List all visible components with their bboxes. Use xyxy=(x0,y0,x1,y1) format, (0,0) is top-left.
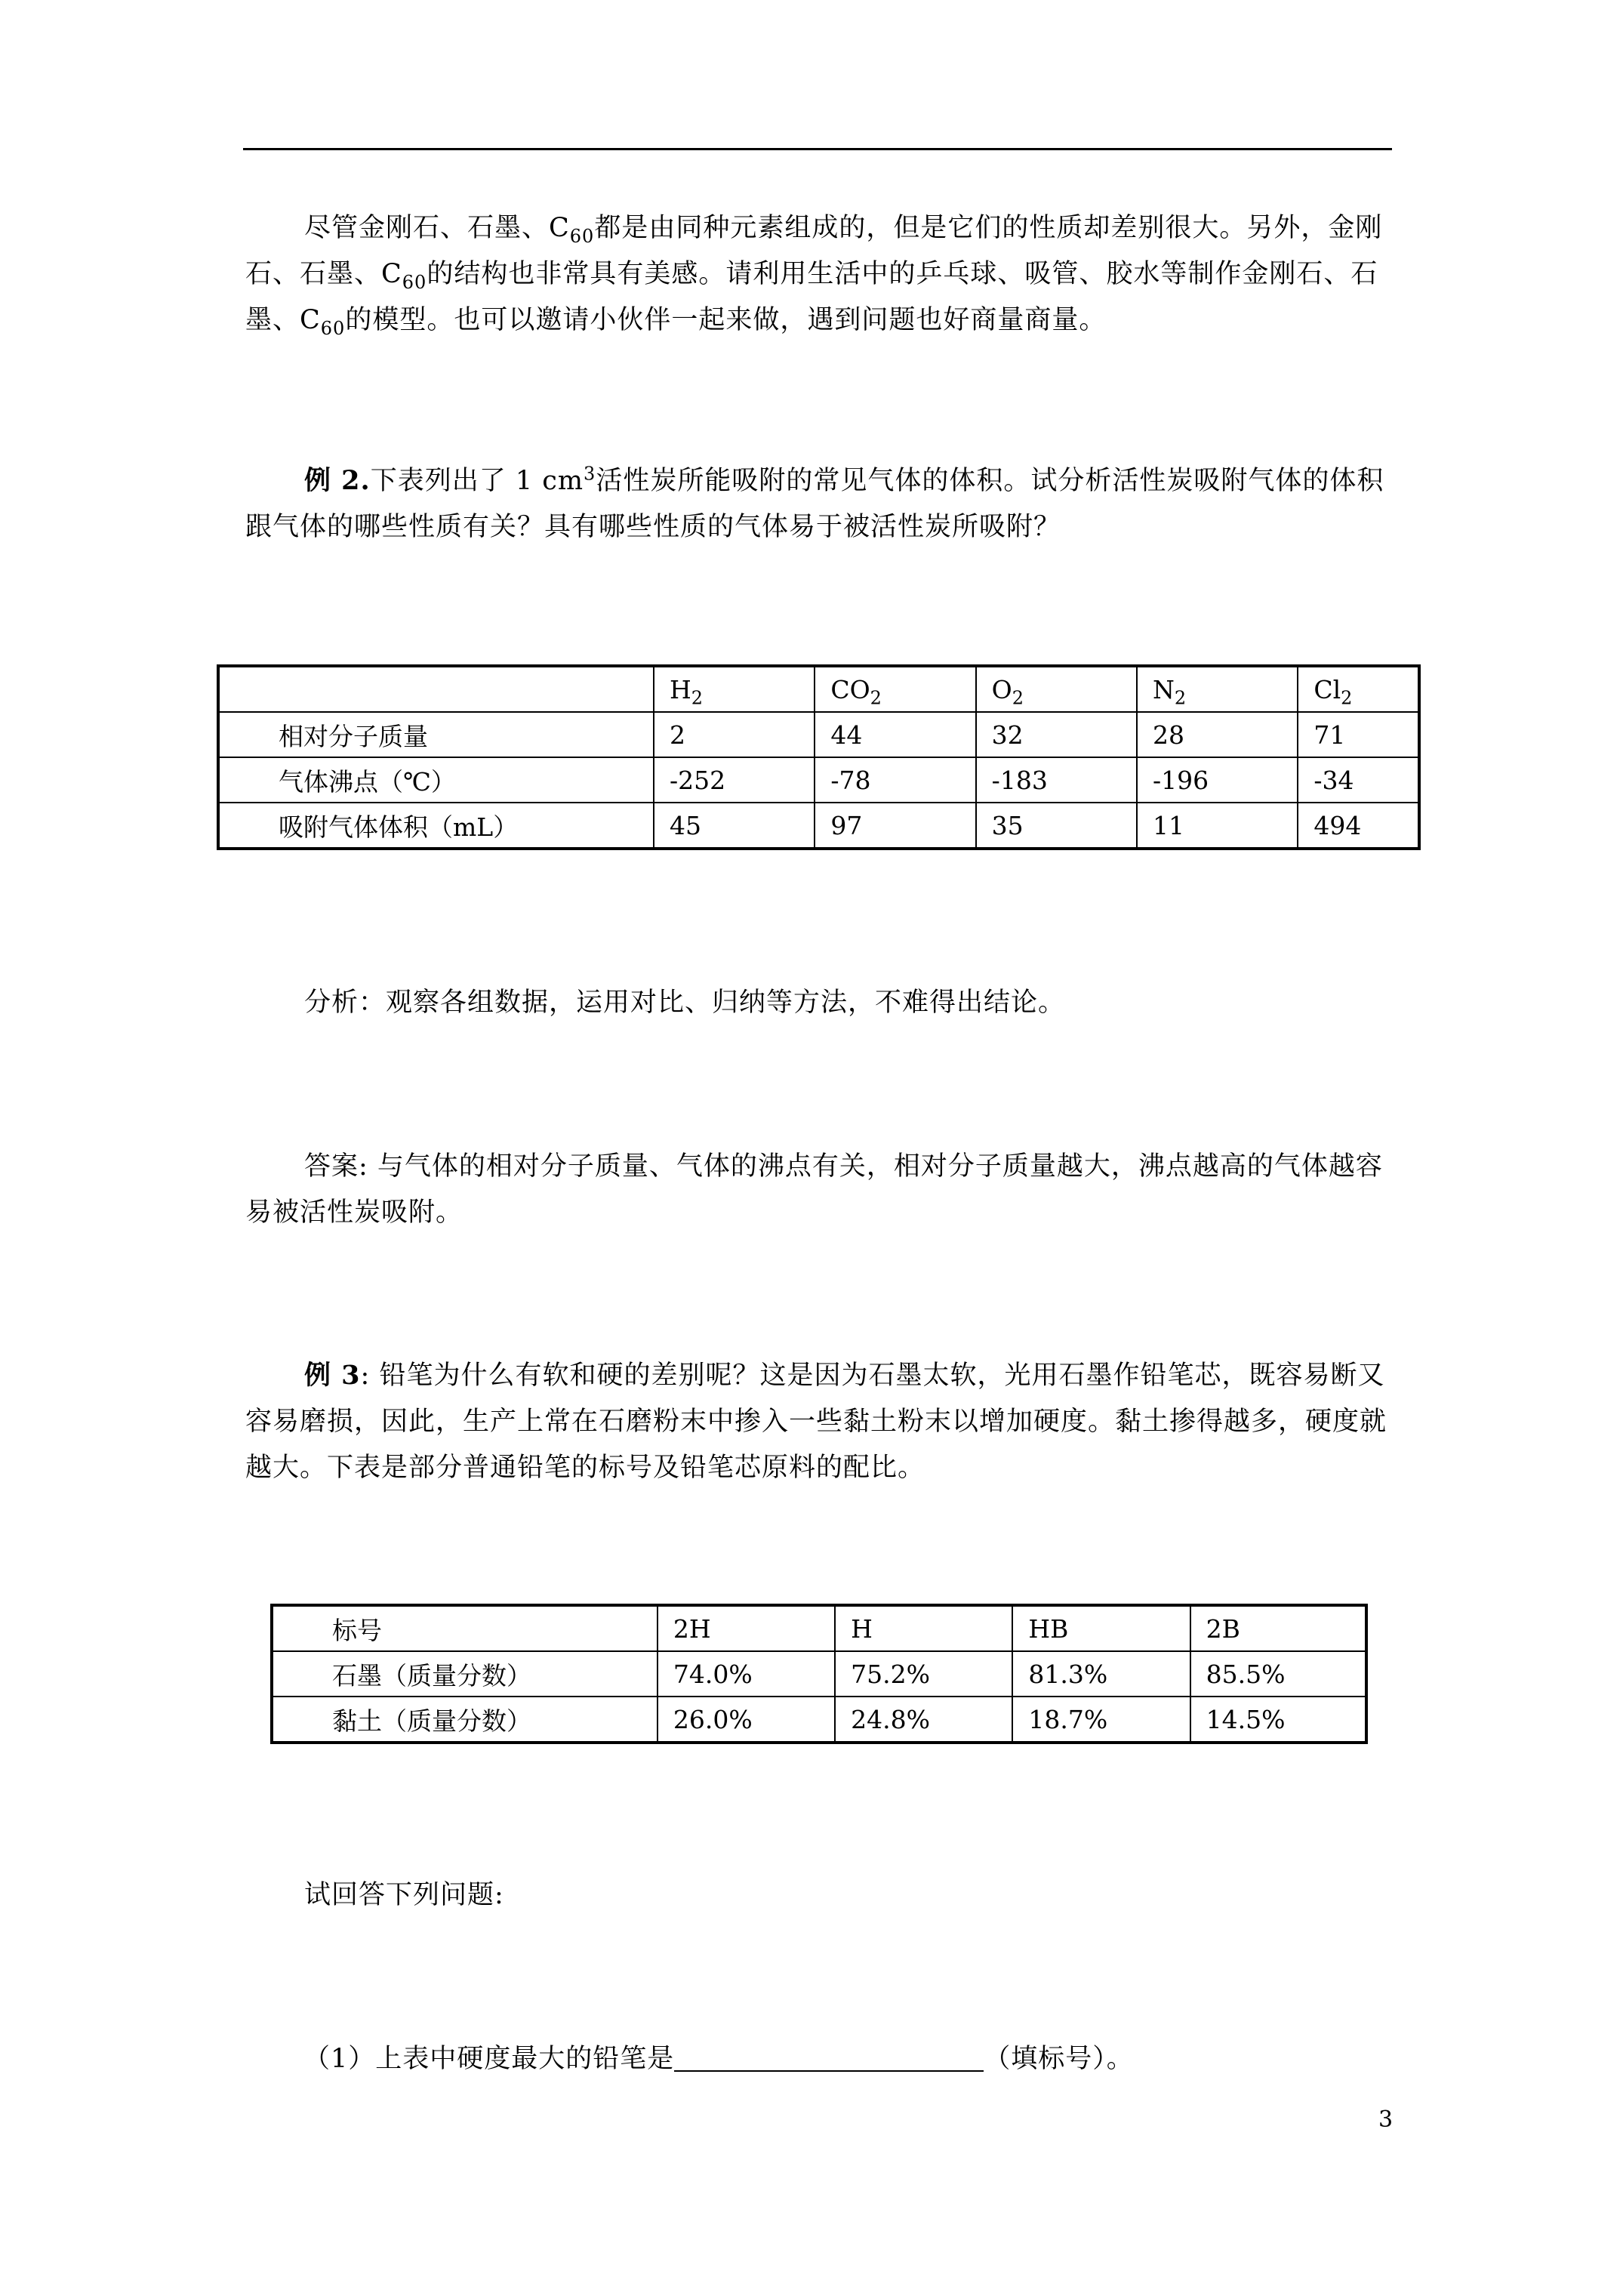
table-cell: 28 xyxy=(1137,712,1298,757)
table-cell: -78 xyxy=(815,757,975,803)
intro-text: 的模型。也可以邀请小伙伴一起来做，遇到问题也好商量商量。 xyxy=(345,305,1107,335)
example2-paragraph xyxy=(245,458,1397,550)
row-label: 标号 xyxy=(272,1605,658,1651)
row-label: 吸附气体体积（mL） xyxy=(218,803,654,849)
example3-label: 例 3 xyxy=(304,1360,361,1391)
table-cell: 75.2% xyxy=(835,1651,1012,1697)
table-cell: 2 xyxy=(654,712,815,757)
table-header-cell: H xyxy=(835,1605,1012,1651)
row-label: 石墨（质量分数） xyxy=(272,1651,658,1697)
table-cell: 81.3% xyxy=(1012,1651,1190,1697)
table-cell: -34 xyxy=(1298,757,1419,803)
table-header-cell: $H_2$ xyxy=(654,666,815,712)
intro-paragraph xyxy=(245,205,1397,344)
table-header-cell: $CO_2$ xyxy=(815,666,975,712)
row-label: 相对分子质量 xyxy=(218,712,654,757)
example2-label: 例 2. xyxy=(304,465,371,496)
table-cell: 32 xyxy=(976,712,1137,757)
row-label: 气体沸点（℃） xyxy=(218,757,654,803)
answer-blank[interactable] xyxy=(674,2040,984,2072)
question-1-text: （1）上表中硬度最大的铅笔是 xyxy=(303,2044,675,2074)
table-cell: 14.5% xyxy=(1190,1697,1366,1743)
table-cell: 74.0% xyxy=(658,1651,835,1697)
table-cell: 26.0% xyxy=(658,1697,835,1743)
table-cell: -252 xyxy=(654,757,815,803)
table-row xyxy=(272,1651,1366,1697)
subscript: 60 xyxy=(320,318,346,339)
subscript: 60 xyxy=(569,226,595,247)
table-header-row xyxy=(218,666,1419,712)
table-cell: 45 xyxy=(654,803,815,849)
table-header-cell: 2B xyxy=(1190,1605,1366,1651)
table-cell: 18.7% xyxy=(1012,1697,1190,1743)
analysis-paragraph: 分析：观察各组数据，运用对比、归纳等方法，不难得出结论。 xyxy=(304,988,1066,1018)
table-cell: 97 xyxy=(815,803,975,849)
pencil-ratio-table xyxy=(270,1604,1368,1744)
table-header-row xyxy=(272,1605,1366,1651)
answer-paragraph: 答案: 与气体的相对分子质量、气体的沸点有关，相对分子质量越大，沸点越高的气体越容易被活性炭吸附。 xyxy=(245,1151,1383,1228)
intro-text: 都是由同种元素组成的，但是它们的性质却差别很大。另外，金刚石、石墨、C xyxy=(245,213,1383,289)
intro-text: 的结构也非常具有美感。请利用生活中的乒乓球、吸管、胶水等制作金刚石、石墨、C xyxy=(245,259,1378,335)
table-header-cell: $O_2$ xyxy=(976,666,1137,712)
table-cell: 44 xyxy=(815,712,975,757)
gas-adsorption-table xyxy=(217,664,1421,850)
intro-text: 尽管金刚石、石墨、C xyxy=(304,213,570,243)
table-cell: -196 xyxy=(1137,757,1298,803)
question-1-text: （填标号）。 xyxy=(984,2044,1134,2074)
example2-text: 下表列出了 1 cm xyxy=(370,466,584,496)
page-number: 3 xyxy=(1378,2106,1394,2133)
table-cell: 11 xyxy=(1137,803,1298,849)
prompt-text: 试回答下列问题: xyxy=(304,1880,504,1910)
table-header-cell: HB xyxy=(1012,1605,1190,1651)
example2-text: 活性炭所能吸附的常见气体的体积。试分析活性炭吸附气体的体积跟气体的哪些性质有关？具有哪些性质的气体易于被活性炭所吸附？ xyxy=(245,466,1384,542)
table-row xyxy=(218,712,1419,757)
example3-text: : 铅笔为什么有软和硬的差别呢？这是因为石墨太软，光用石墨作铅笔芯，既容易断又容易磨损，因此，生产上常在石磨粉末中掺入一些黏土粉末以增加硬度。黏土掺得越多，硬度就越大。下表是部分普通铅笔的标号及铅笔芯原料的配比。 xyxy=(245,1361,1387,1483)
table-row xyxy=(218,803,1419,849)
table-cell: 71 xyxy=(1298,712,1419,757)
table-cell: 85.5% xyxy=(1190,1651,1366,1697)
table-row xyxy=(218,757,1419,803)
table-header-cell: $Cl_2$ xyxy=(1298,666,1419,712)
superscript: 3 xyxy=(584,463,596,485)
subscript: 60 xyxy=(402,272,427,293)
example3-paragraph xyxy=(245,1352,1397,1491)
row-label: 黏土（质量分数） xyxy=(272,1697,658,1743)
table-header-cell: $N_2$ xyxy=(1137,666,1298,712)
table-header-cell: 2H xyxy=(658,1605,835,1651)
table-row xyxy=(272,1697,1366,1743)
header-rule xyxy=(243,148,1392,150)
table-cell: 24.8% xyxy=(835,1697,1012,1743)
table-cell: 494 xyxy=(1298,803,1419,849)
table-corner-cell xyxy=(218,666,654,712)
table-cell: -183 xyxy=(976,757,1137,803)
table-cell: 35 xyxy=(976,803,1137,849)
question-1 xyxy=(303,2036,1390,2082)
